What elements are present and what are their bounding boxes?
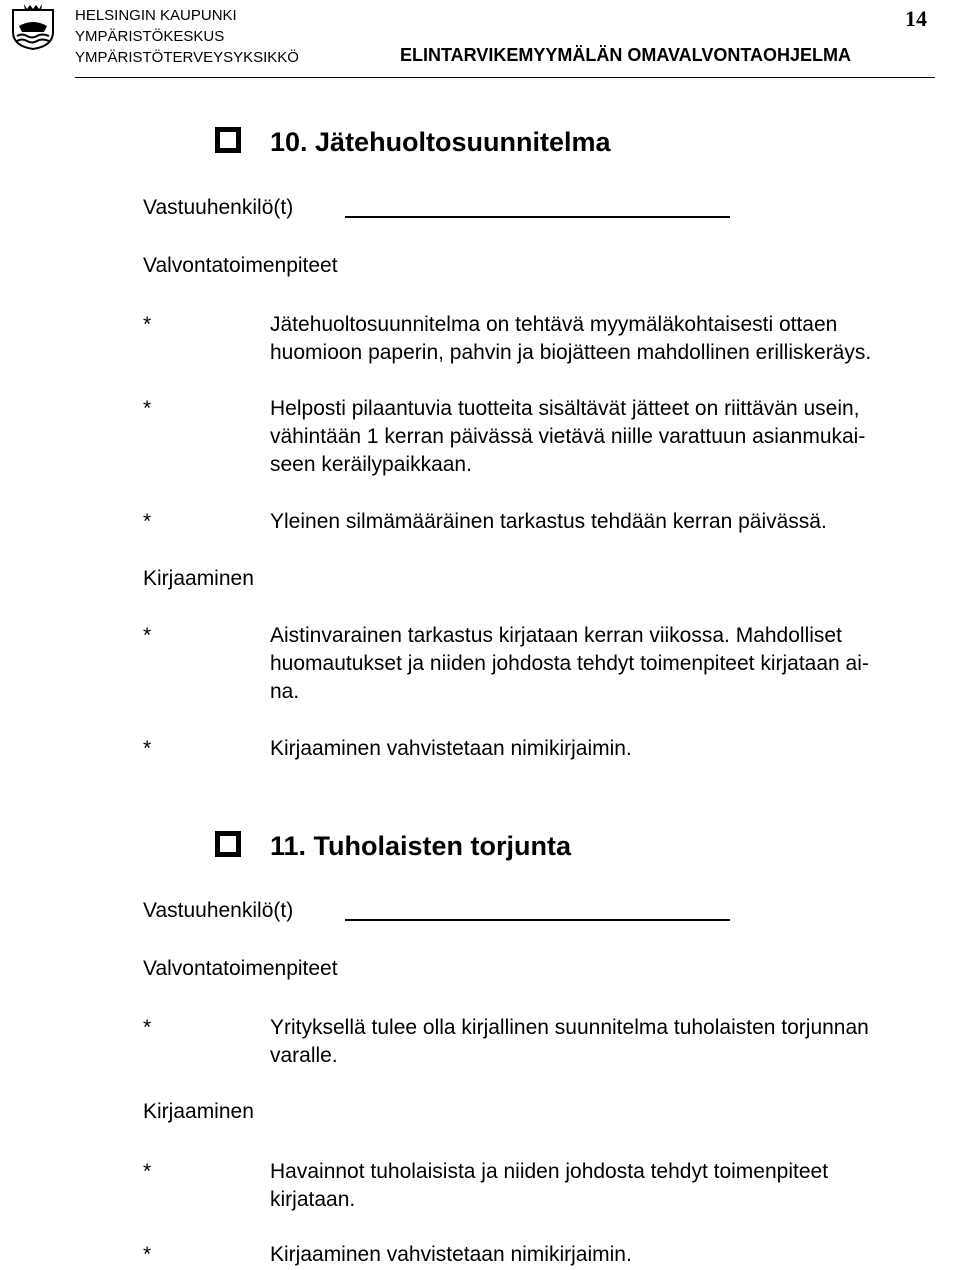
list-item-line: seen keräilypaikkaan. (270, 453, 472, 476)
page-number: 14 (905, 6, 927, 31)
org-line-unit: YMPÄRISTÖTERVEYSYKSIKKÖ (75, 49, 299, 66)
list-item-line: Havainnot tuholaisista ja niiden johdosta tehdyt toimenpiteet (270, 1160, 829, 1183)
list-item-line: huomioon paperin, pahvin ja biojätteen mahdollinen erilliskeräys. (270, 341, 872, 364)
section-heading: 10. Jätehuoltosuunnitelma (270, 127, 611, 157)
list-item-line: Aistinvarainen tarkastus kirjataan kerran viikossa. Mahdolliset (270, 624, 842, 647)
bullet: * (143, 737, 152, 760)
list-item (270, 1014, 869, 1070)
bullet: * (143, 624, 152, 647)
responsible-label: Vastuuhenkilö(t) (143, 196, 294, 219)
list-item-line: Yrityksellä tulee olla kirjallinen suunnitelma tuholaisten torjunnan (270, 1016, 869, 1039)
list-item (270, 395, 865, 479)
org-line-center: YMPÄRISTÖKESKUS (75, 28, 225, 45)
bullet: * (143, 1160, 152, 1183)
list-item-line: Kirjaaminen vahvistetaan nimikirjaimin. (270, 737, 632, 760)
actions-label: Valvontatoimenpiteet (143, 254, 338, 277)
list-item (270, 1158, 828, 1214)
actions-label: Valvontatoimenpiteet (143, 957, 338, 980)
list-item (270, 311, 871, 367)
list-item-line: na. (270, 680, 300, 703)
list-item-line: varalle. (270, 1044, 338, 1067)
bullet: * (143, 1016, 152, 1039)
bullet: * (143, 397, 152, 420)
list-item (270, 508, 827, 536)
checkbox-icon[interactable] (215, 831, 241, 857)
responsible-signature-line (345, 216, 730, 218)
responsible-label: Vastuuhenkilö(t) (143, 899, 294, 922)
records-label: Kirjaaminen (143, 1100, 254, 1123)
organization-name (75, 5, 299, 68)
list-item-line: Yleinen silmämääräinen tarkastus tehdään kerran päivässä. (270, 510, 827, 533)
list-item-line: vähintään 1 kerran päivässä vietävä niille varattuun asianmukai- (270, 425, 866, 448)
list-item-line: Kirjaaminen vahvistetaan nimikirjaimin. (270, 1243, 632, 1266)
list-item-line: huomautukset ja niiden johdosta tehdyt toimenpiteet kirjataan ai- (270, 652, 869, 675)
section-heading: 11. Tuholaisten torjunta (270, 831, 572, 861)
list-item (270, 622, 869, 706)
list-item (270, 1241, 632, 1269)
header-divider (75, 77, 935, 78)
responsible-signature-line (345, 919, 730, 921)
bullet: * (143, 1243, 152, 1266)
bullet: * (143, 510, 152, 533)
org-line-city: HELSINGIN KAUPUNKI (75, 7, 237, 24)
document-title: ELINTARVIKEMYYMÄLÄN OMAVALVONTAOHJELMA (400, 45, 851, 65)
list-item-line: kirjataan. (270, 1188, 356, 1211)
checkbox-icon[interactable] (215, 127, 241, 153)
records-label: Kirjaaminen (143, 567, 254, 590)
list-item-line: Jätehuoltosuunnitelma on tehtävä myymäläkohtaisesti ottaen (270, 313, 838, 336)
list-item (270, 735, 632, 763)
list-item-line: Helposti pilaantuvia tuotteita sisältävät jätteet on riittävän usein, (270, 397, 860, 420)
bullet: * (143, 313, 152, 336)
helsinki-crest-icon (10, 2, 56, 50)
